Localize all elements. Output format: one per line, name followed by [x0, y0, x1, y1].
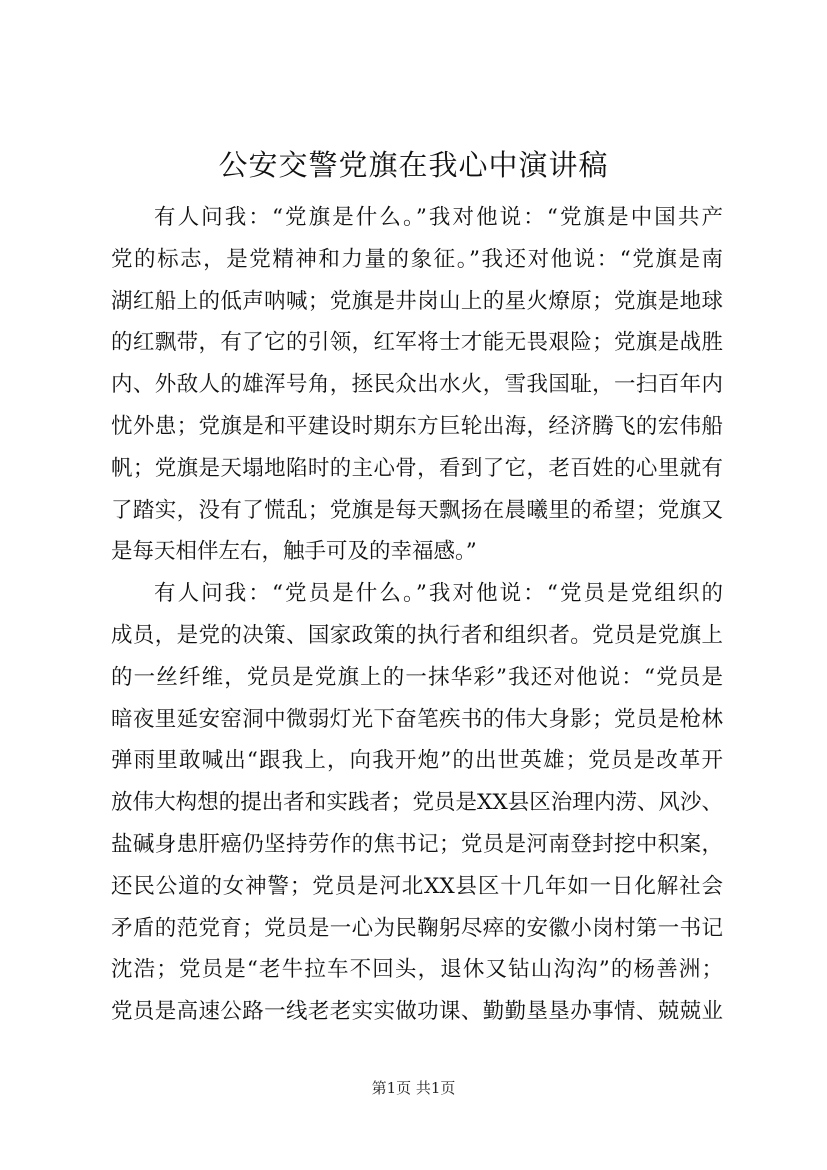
paragraph-line: 内、外敌人的雄浑号角，拯民众出水火，雪我国耻，一扫百年内 — [111, 372, 723, 398]
paragraph-line: 党的标志，是党精神和力量的象征。”我还对他说：“党旗是南 — [111, 246, 723, 272]
paragraph-line: 是每天相伴左右，触手可及的幸福感。” — [111, 539, 477, 565]
paragraph-line: 的一丝纤维，党员是党旗上的一抹华彩”我还对他说：“党员是 — [111, 664, 723, 690]
paragraph-line: 放伟大构想的提出者和实践者；党员是XX县区治理内涝、风沙、 — [111, 790, 723, 816]
paragraph-line: 沈浩；党员是“老牛拉车不回头，退休又钻山沟沟”的杨善洲； — [111, 957, 723, 983]
paragraph-line: 帆；党旗是天塌地陷时的主心骨，看到了它，老百姓的心里就有 — [111, 455, 723, 481]
paragraph-line: 有人问我：“党员是什么。”我对他说：“党员是党组织的 — [154, 581, 723, 607]
paragraph-line: 暗夜里延安窑洞中微弱灯光下奋笔疾书的伟大身影；党员是枪林 — [111, 706, 723, 732]
document-body — [111, 197, 723, 1033]
paragraph-2 — [111, 573, 723, 1033]
paragraph-line: 还民公道的女神警；党员是河北XX县区十几年如一日化解社会 — [111, 873, 723, 899]
paragraph-1 — [111, 197, 723, 573]
paragraph-line: 矛盾的范党育；党员是一心为民鞠躬尽瘁的安徽小岗村第一书记 — [111, 915, 723, 941]
paragraph-line: 弹雨里敢喊出“跟我上，向我开炮”的出世英雄；党员是改革开 — [111, 748, 723, 774]
paragraph-line: 盐碱身患肝癌仍坚持劳作的焦书记；党员是河南登封挖中积案， — [111, 831, 723, 857]
page-footer: 第1页 共1页 — [371, 1079, 456, 1097]
paragraph-line: 湖红船上的低声呐喊；党旗是井岗山上的星火燎原；党旗是地球 — [111, 288, 723, 314]
document-title: 公安交警党旗在我心中演讲稿 — [218, 148, 609, 182]
paragraph-line: 党员是高速公路一线老老实实做功课、勤勤垦垦办事情、兢兢业 — [111, 999, 723, 1025]
paragraph-line: 忧外患；党旗是和平建设时期东方巨轮出海，经济腾飞的宏伟船 — [111, 413, 723, 439]
paragraph-line: 成员，是党的决策、国家政策的执行者和组织者。党员是党旗上 — [111, 622, 723, 648]
paragraph-line: 有人问我：“党旗是什么。”我对他说：“党旗是中国共产 — [154, 205, 723, 230]
paragraph-line: 了踏实，没有了慌乱；党旗是每天飘扬在晨曦里的希望；党旗又 — [111, 497, 723, 523]
paragraph-line: 的红飘带，有了它的引领，红军将士才能无畏艰险；党旗是战胜 — [111, 330, 723, 356]
